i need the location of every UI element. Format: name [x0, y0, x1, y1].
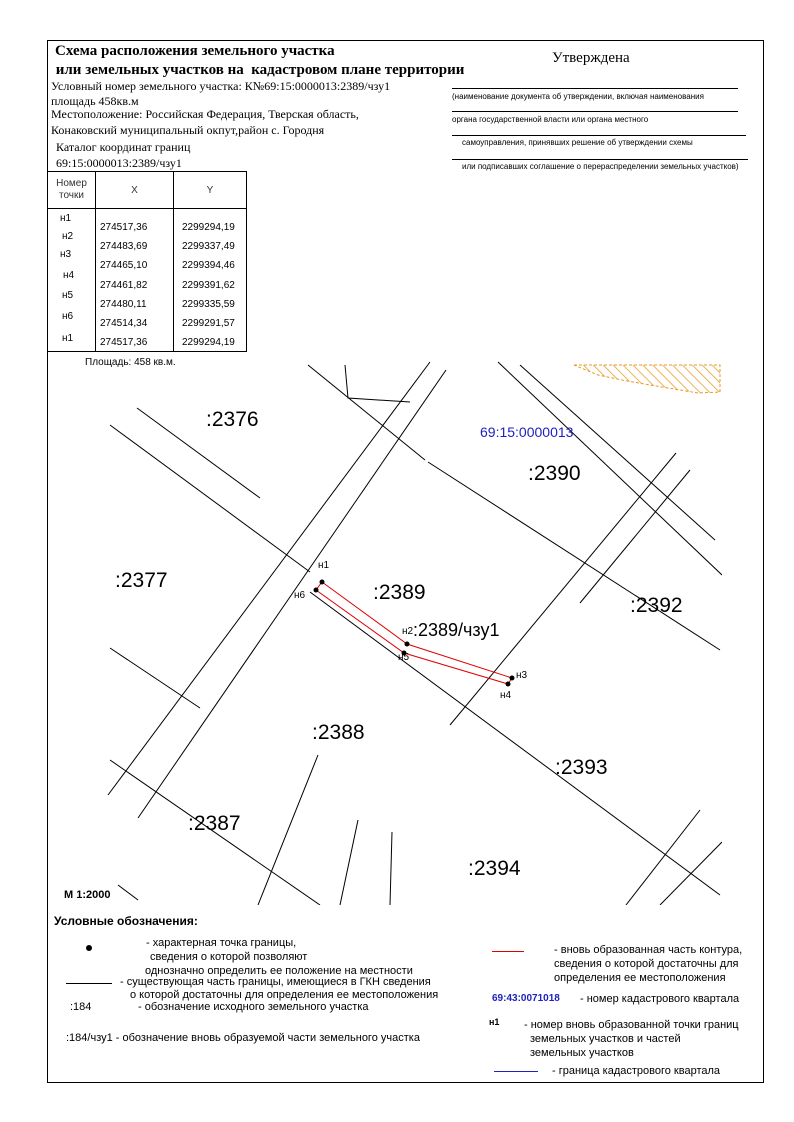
- location-line-1: Местоположение: Российская Федерация, Тверская область,: [51, 107, 359, 121]
- boundary-line: [580, 470, 690, 603]
- point-label: н2: [62, 231, 74, 242]
- parcel-label: :2376: [206, 408, 259, 431]
- line-symbol-icon: [66, 983, 112, 984]
- legend-blue-desc: - граница кадастрового квартала: [552, 1065, 721, 1077]
- legend-red-desc: сведения о которой достаточны для: [554, 958, 739, 970]
- legend-part-desc: :184/чзу1 - обозначение вновь образуемой части земельного участка: [66, 1032, 420, 1044]
- legend-parcel-desc: - обозначение исходного земельного участка: [138, 1001, 369, 1013]
- point-symbol-icon: [84, 943, 94, 953]
- y-value: 2299337,49: [182, 241, 235, 252]
- legend-new-point-sample: н1: [489, 1017, 500, 1027]
- catalog-title: Каталог координат границ: [56, 140, 191, 154]
- map-point-label: н1: [318, 560, 330, 571]
- legend-red-desc: - вновь образованная часть контура,: [554, 944, 743, 956]
- boundary-line: [310, 592, 720, 895]
- legend-new-point-desc: земельных участков и частей: [530, 1033, 681, 1045]
- road-line: [626, 810, 700, 905]
- legend-title: Условные обозначения:: [54, 914, 198, 928]
- scale-label: М 1:2000: [64, 889, 111, 901]
- approved-title: Утверждена: [552, 50, 630, 66]
- title-line-1: Схема расположения земельного участка: [55, 43, 335, 59]
- map-point-label: н3: [516, 670, 528, 681]
- x-value: 274517,36: [100, 337, 148, 348]
- location-line-2: Конаковский муниципальный окпут,район с. Городня: [51, 123, 325, 137]
- header-x: X: [96, 172, 174, 209]
- boundary-line: [110, 648, 200, 708]
- header-point: Номер точки: [48, 172, 96, 209]
- parcel-label: :2377: [115, 569, 168, 592]
- red-line-symbol-icon: [492, 951, 524, 952]
- y-value: 2299394,46: [182, 260, 235, 271]
- x-value: 274483,69: [100, 241, 148, 252]
- boundary-line: [308, 365, 425, 460]
- boundary-point: [506, 682, 511, 687]
- point-label: н3: [60, 249, 72, 260]
- legend-line-desc: - существующая часть границы, имеющиеся в ГКН сведения: [120, 976, 431, 988]
- x-value: 274514,34: [100, 318, 148, 329]
- parcel-label: :2388: [312, 721, 365, 744]
- approval-text-1: (наименование документа об утверждении, включая наименования: [452, 92, 704, 101]
- y-value: 2299291,57: [182, 318, 235, 329]
- new-part-label: :2389/чзу1: [413, 620, 500, 640]
- boundary-line: [340, 820, 358, 905]
- parcel-label: :2393: [555, 756, 608, 779]
- header-y: Y: [174, 172, 247, 209]
- x-value: 274517,36: [100, 222, 148, 233]
- y-value: 2299294,19: [182, 222, 235, 233]
- road-line: [660, 842, 722, 905]
- boundary-point: [320, 580, 325, 585]
- legend-parcel-sample: :184: [70, 1001, 92, 1013]
- boundary-line: [118, 885, 138, 900]
- y-value: 2299294,19: [182, 337, 235, 348]
- area-note: Площадь: 458 кв.м.: [85, 357, 176, 368]
- y-value: 2299335,59: [182, 299, 235, 310]
- parcel-label: :2389: [373, 581, 426, 604]
- approval-text-4: или подписавших соглашение о перераспределении земельных участков): [462, 162, 739, 171]
- point-label: н1: [60, 213, 72, 224]
- boundary-point: [405, 642, 410, 647]
- point-label: н1: [62, 333, 74, 344]
- map-point-label: н2: [402, 626, 414, 637]
- map-point-label: н4: [500, 690, 512, 701]
- boundary-line: [390, 832, 392, 905]
- boundary-point: [314, 588, 319, 593]
- point-label: н4: [63, 270, 75, 281]
- boundary-line: [345, 365, 410, 402]
- map-point-label: н6: [294, 590, 306, 601]
- map-point-label: н5: [398, 652, 410, 663]
- catalog-subtitle: 69:15:0000013:2389/чзу1: [56, 156, 182, 170]
- legend-red-desc: определения ее местоположения: [554, 972, 726, 984]
- legend-point-desc: - характерная точка границы,: [146, 937, 297, 949]
- legend-new-point-desc: - номер вновь образованной точки границ: [524, 1019, 739, 1031]
- boundary-point: [510, 676, 515, 681]
- parcel-label: :2392: [630, 594, 683, 617]
- parcel-area: площадь 458кв.м: [51, 94, 139, 108]
- x-value: 274480,11: [100, 299, 147, 310]
- legend-quarter-desc: - номер кадастрового квартала: [580, 993, 740, 1005]
- parcel-number: Условный номер земельного участка: К№69:15:0000013:2389/чзу1: [51, 79, 391, 93]
- x-value: 274461,82: [100, 280, 148, 291]
- approval-text-3: самоуправления, принявших решение об утверждении схемы: [462, 138, 693, 147]
- y-value: 2299391,62: [182, 280, 235, 291]
- legend-new-point-desc: земельных участков: [530, 1047, 634, 1059]
- legend-quarter-sample: 69:43:0071018: [492, 993, 560, 1004]
- hatched-area: [574, 365, 720, 393]
- point-label: н5: [62, 290, 74, 301]
- legend-point-desc: однозначно определить ее положение на местности: [145, 965, 413, 977]
- title-line-2: или земельных участков на кадастровом плане территории: [52, 62, 465, 78]
- approval-text-2: органа государственной власти или органа местного: [452, 115, 649, 124]
- parcel-label: :2390: [528, 462, 581, 485]
- boundary-line: [450, 453, 676, 725]
- point-label: н6: [62, 311, 74, 322]
- parcel-label: :2394: [468, 857, 521, 880]
- parcel-label: :2387: [188, 812, 241, 835]
- x-value: 274465,10: [100, 260, 148, 271]
- blue-line-symbol-icon: [494, 1071, 538, 1072]
- quarter-number: 69:15:0000013: [480, 424, 574, 440]
- legend-line-desc: о которой достаточны для определения ее местоположения: [130, 989, 439, 1001]
- legend-point-desc: сведения о которой позволяют: [150, 951, 308, 963]
- boundary-line: [110, 425, 310, 572]
